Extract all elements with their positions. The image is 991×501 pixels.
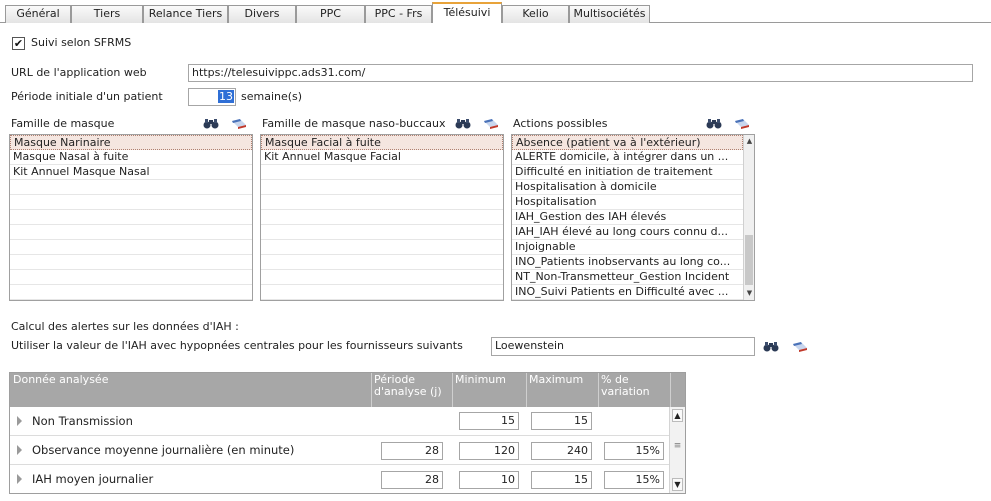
binoculars-icon[interactable] [455,117,471,129]
actions-scrollbar[interactable] [743,135,754,300]
header-separator [526,373,527,407]
list-item[interactable]: INO_Suivi Patients en Difficulté avec ... [512,285,743,300]
header-maximum: Maximum [529,373,584,386]
iah-fournisseurs-input[interactable]: Loewenstein [491,337,755,356]
tab-bar [0,0,991,23]
list-item-empty [10,240,252,255]
minimum-input[interactable]: 15 [459,412,519,430]
grid-scrollbar[interactable] [669,407,685,493]
list-item[interactable]: Kit Annuel Masque Facial [261,150,503,165]
list-item-empty [10,195,252,210]
scroll-grip-icon[interactable]: ≡ [673,441,682,451]
scroll-down-icon[interactable]: ▼ [672,478,683,491]
list-item-empty [261,165,503,180]
header-minimum: Minimum [455,373,506,386]
list-item[interactable]: Masque Narinaire [10,135,252,150]
binoculars-icon[interactable] [203,117,219,129]
row-label: Observance moyenne journalière (en minute) [32,443,295,457]
scroll-up-icon[interactable]: ▲ [672,409,683,422]
list-item-empty [261,285,503,300]
eraser-icon[interactable] [231,117,247,129]
list-item-empty [10,270,252,285]
header-periode: Période d'analyse (j) [374,373,442,398]
list-item-empty [261,180,503,195]
actions-label: Actions possibles [513,117,608,130]
tab-ppc-frs[interactable]: PPC - Frs [365,5,432,23]
row-label: Non Transmission [32,414,133,428]
tab-multisocietes[interactable]: Multisociétés [569,5,650,23]
binoculars-icon[interactable] [763,340,779,352]
list-item[interactable]: Injoignable [512,240,743,255]
list-item[interactable]: Kit Annuel Masque Nasal [10,165,252,180]
maximum-input[interactable]: 15 [531,471,592,489]
list-item-empty [261,195,503,210]
famille-masque-list[interactable] [9,134,253,301]
periode-input[interactable] [188,88,236,106]
tab-ppc[interactable]: PPC [296,5,365,23]
list-item-empty [261,225,503,240]
list-item-empty [10,225,252,240]
tab-relance-tiers[interactable]: Relance Tiers [143,5,228,23]
eraser-icon[interactable] [734,117,750,129]
eraser-icon[interactable] [792,340,808,352]
actions-list[interactable] [511,134,755,301]
list-item-empty [10,255,252,270]
list-item[interactable]: IAH_IAH élevé au long cours connu d... [512,225,743,240]
scroll-thumb[interactable] [745,235,753,285]
list-item-empty [10,285,252,300]
list-item-empty [261,255,503,270]
periode-label: Période initiale d'un patient [11,90,163,103]
periode-value: 13 [219,90,233,103]
header-variation: % de variation [601,373,650,398]
maximum-input[interactable]: 240 [531,442,592,460]
minimum-input[interactable]: 120 [459,442,519,460]
scroll-up-icon[interactable]: ▲ [746,137,753,145]
header-separator [371,373,372,407]
periode-analyse-input[interactable]: 28 [381,442,443,460]
url-input[interactable]: https://telesuivippc.ads31.com/ [188,64,973,82]
maximum-input[interactable]: 15 [531,412,592,430]
tab-divers[interactable]: Divers [228,5,296,23]
list-item-empty [10,210,252,225]
list-item[interactable]: INO_Patients inobservants au long co... [512,255,743,270]
header-separator [452,373,453,407]
expand-arrow-icon[interactable] [17,416,22,426]
list-item[interactable]: ALERTE domicile, à intégrer dans un ... [512,150,743,165]
expand-arrow-icon[interactable] [17,445,22,455]
table-row[interactable] [10,407,670,436]
minimum-input[interactable]: 10 [459,471,519,489]
list-item-empty [10,180,252,195]
calcul-label: Calcul des alertes sur les données d'IAH : [11,320,239,333]
tab-kelio[interactable]: Kelio [502,5,569,23]
list-item[interactable]: Absence (patient va à l'extérieur) [512,135,743,150]
header-separator [598,373,599,407]
list-item[interactable]: Difficulté en initiation de traitement [512,165,743,180]
variation-input[interactable]: 15% [604,471,664,489]
table-row[interactable] [10,436,670,465]
eraser-icon[interactable] [483,117,499,129]
list-item[interactable]: Hospitalisation à domicile [512,180,743,195]
suivi-sfrms-label: Suivi selon SFRMS [31,36,132,49]
variation-input[interactable]: 15% [604,442,664,460]
grid-header [10,373,685,407]
list-item-empty [261,270,503,285]
row-label: IAH moyen journalier [32,472,154,486]
tab-telesuivi[interactable]: Télésuivi [432,2,502,23]
scroll-down-icon[interactable]: ▼ [746,289,753,297]
list-item[interactable]: NT_Non-Transmetteur_Gestion Incident [512,270,743,285]
list-item[interactable]: Masque Facial à fuite [261,135,503,150]
tab-tiers[interactable]: Tiers [71,5,143,23]
expand-arrow-icon[interactable] [17,474,22,484]
famille-masque-label: Famille de masque [11,117,115,130]
iah-label: Utiliser la valeur de l'IAH avec hypopnées centrales pour les fournisseurs suivants [11,339,463,352]
famille-naso-label: Famille de masque naso-buccaux [262,117,446,130]
list-item[interactable]: IAH_Gestion des IAH élevés [512,210,743,225]
alerts-grid [9,372,686,494]
list-item-empty [261,240,503,255]
suivi-sfrms-checkbox[interactable]: ✔ [13,37,24,50]
header-donnee: Donnée analysée [13,373,109,386]
periode-analyse-input[interactable]: 28 [381,471,443,489]
header-separator [670,373,671,407]
list-item[interactable]: Hospitalisation [512,195,743,210]
periode-unit: semaine(s) [241,90,303,103]
url-label: URL de l'application web [11,66,147,79]
list-item-empty [261,210,503,225]
binoculars-icon[interactable] [706,117,722,129]
table-row[interactable] [10,465,670,494]
tab-general[interactable]: Général [5,5,71,23]
list-item[interactable]: Masque Nasal à fuite [10,150,252,165]
famille-naso-list[interactable] [260,134,504,301]
